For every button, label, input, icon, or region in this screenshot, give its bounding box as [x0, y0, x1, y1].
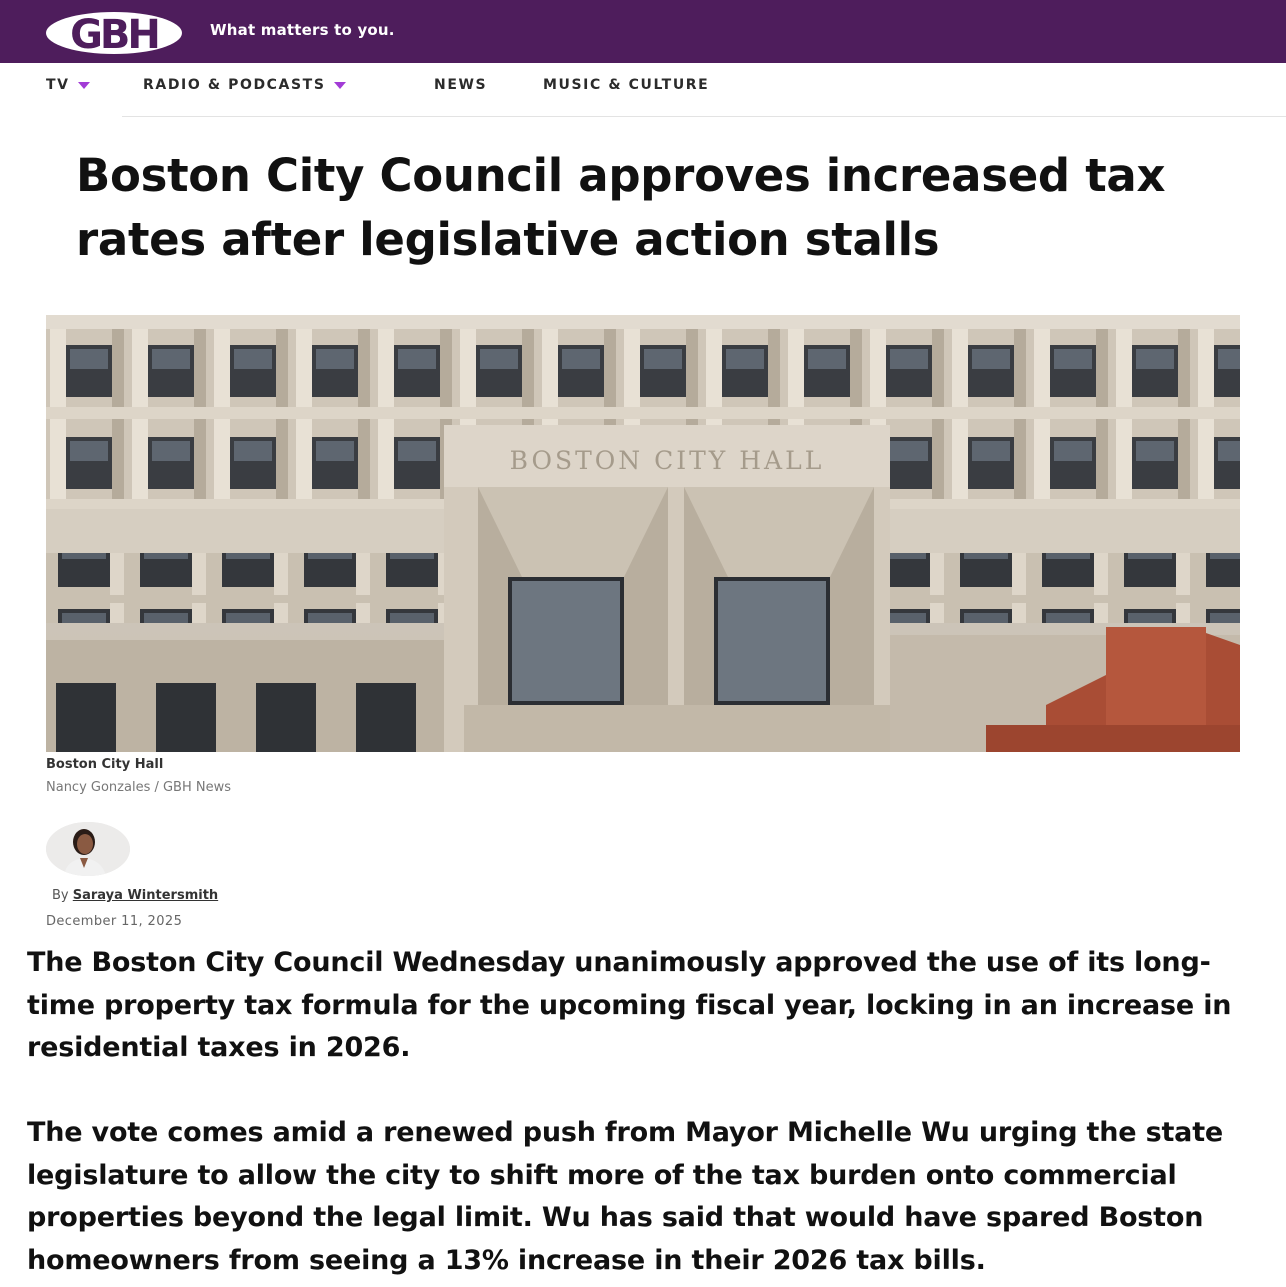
gbh-logo[interactable] — [44, 6, 184, 56]
hero-image — [46, 315, 1240, 752]
nav-divider — [122, 116, 1286, 117]
chevron-down-icon — [78, 82, 90, 89]
nav-item-tv[interactable] — [46, 77, 90, 93]
nav-item-radio-podcasts[interactable] — [143, 77, 346, 93]
article-paragraph: The vote comes amid a renewed push from Mayor Michelle Wu urging the state legislature to allow the city to shift more of the tax burden onto commercial properties beyond the legal limit. Wu has said that would have spared Boston homeowners from seeing a 13% increase in their 2026 tax bills. — [27, 1117, 1224, 1276]
image-credit: Nancy Gonzales / GBH News — [46, 780, 232, 795]
nav-item-label: MUSIC & CULTURE — [543, 77, 710, 93]
publish-date: December 11, 2025 — [46, 914, 183, 929]
author-link[interactable]: Saraya Wintersmith — [72, 888, 219, 903]
nav-item-label: NEWS — [434, 77, 488, 93]
byline — [52, 888, 218, 903]
svg-text:GBH: GBH — [70, 12, 158, 56]
site-header — [0, 0, 1286, 63]
chevron-down-icon — [334, 82, 346, 89]
nav-item-news[interactable] — [434, 77, 487, 93]
nav-item-label: TV — [46, 77, 70, 93]
article-paragraph: The Boston City Council Wednesday unanimously approved the use of its long-time property tax formula for the upcoming fiscal year, locking in an increase in residential taxes in 2026. — [27, 947, 1232, 1063]
author-avatar[interactable] — [46, 822, 130, 876]
nav-item-label: RADIO & PODCASTS — [143, 77, 326, 93]
image-caption: Boston City Hall — [46, 757, 164, 772]
city-hall-sign: BOSTON CITY HALL — [509, 446, 825, 475]
article-headline: Boston City Council approves increased tax rates after legislative action stalls — [76, 149, 1166, 266]
nav-item-music-culture[interactable] — [543, 77, 709, 93]
site-tagline: What matters to you. — [210, 21, 395, 39]
byline-prefix: By — [52, 888, 69, 903]
